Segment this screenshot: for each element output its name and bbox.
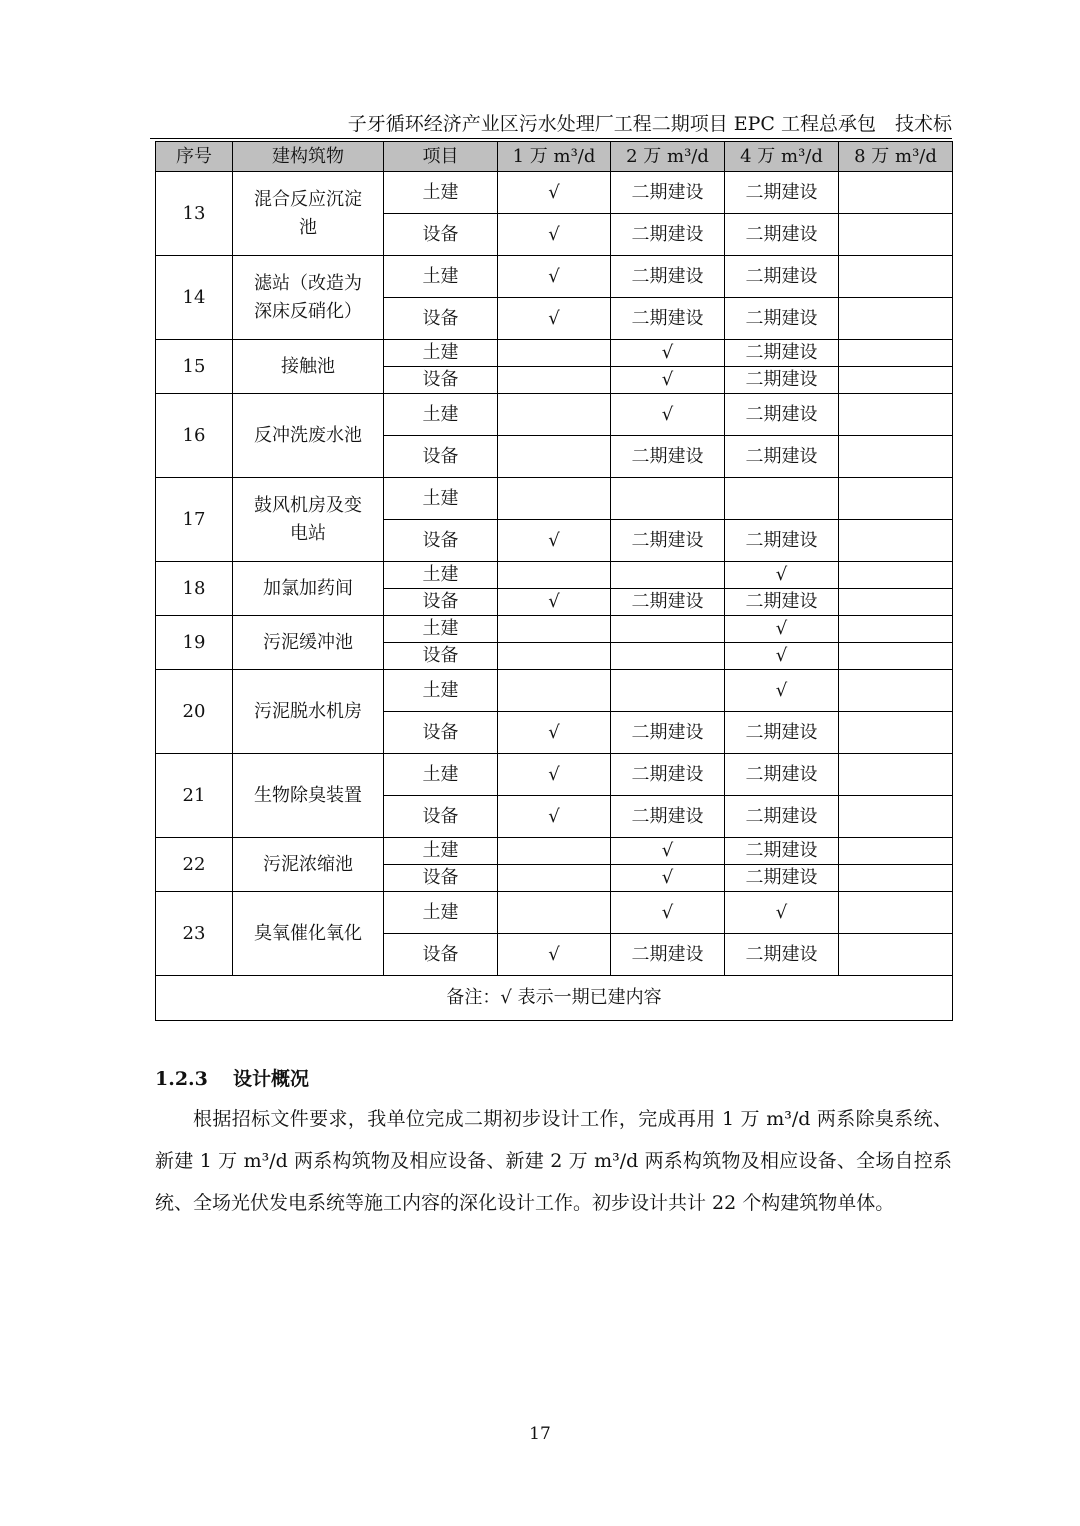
cell-item: 土建 [384,838,498,865]
cell-8w [839,562,953,589]
section-title: 设计概况 [233,1068,310,1090]
cell-2w: 二期建设 [611,520,725,562]
cell-4w: √ [725,643,839,670]
table-row [156,394,953,436]
cell-index: 19 [156,616,233,670]
table-row [156,892,953,934]
structure-name: 反冲洗废水池 [254,424,362,446]
cell-1w [498,478,611,520]
cell-2w: √ [611,394,725,436]
cell-4w: 二期建设 [725,256,839,298]
cell-2w: 二期建设 [611,934,725,976]
cell-8w [839,796,953,838]
cell-1w [498,436,611,478]
cell-4w: 二期建设 [725,865,839,892]
cell-1w [498,562,611,589]
cell-item: 设备 [384,298,498,340]
cell-item: 设备 [384,436,498,478]
cell-4w: √ [725,892,839,934]
cell-4w: 二期建设 [725,712,839,754]
table-row [156,256,953,298]
cell-2w: √ [611,892,725,934]
cell-8w [839,892,953,934]
cell-structure [233,754,384,838]
cell-4w: 二期建设 [725,838,839,865]
cell-index: 21 [156,754,233,838]
structure-name: 混合反应沉淀池 [254,188,362,238]
cell-8w [839,394,953,436]
cell-structure [233,172,384,256]
structure-name: 臭氧催化氧化 [254,922,362,944]
structure-name: 污泥浓缩池 [263,853,353,875]
cell-structure [233,340,384,394]
cell-4w [725,478,839,520]
cell-index: 22 [156,838,233,892]
cell-4w: 二期建设 [725,367,839,394]
cell-item: 土建 [384,478,498,520]
cell-4w: 二期建设 [725,934,839,976]
cell-1w: √ [498,520,611,562]
cell-2w: 二期建设 [611,712,725,754]
structure-name: 滤站（改造为深床反硝化） [254,272,362,322]
cell-item: 土建 [384,670,498,712]
structures-table [155,141,953,1021]
cell-1w: √ [498,298,611,340]
cell-2w: √ [611,340,725,367]
cell-8w [839,436,953,478]
cell-index: 15 [156,340,233,394]
cell-4w: 二期建设 [725,754,839,796]
page-header: 子牙循环经济产业区污水处理厂工程二期项目 EPC 工程总承包 技术标 [150,110,952,139]
cell-4w: √ [725,670,839,712]
col-header-index: 序号 [156,142,233,172]
cell-8w [839,934,953,976]
cell-4w: √ [725,616,839,643]
cell-2w: 二期建设 [611,589,725,616]
cell-2w [611,562,725,589]
cell-4w: 二期建设 [725,436,839,478]
cell-2w: 二期建设 [611,214,725,256]
cell-8w [839,520,953,562]
cell-2w: 二期建设 [611,298,725,340]
cell-item: 设备 [384,643,498,670]
cell-8w [839,298,953,340]
structure-name: 加氯加药间 [263,577,353,599]
cell-8w [839,340,953,367]
cell-8w [839,838,953,865]
structure-name: 污泥缓冲池 [263,631,353,653]
cell-8w [839,367,953,394]
col-header-1w: 1 万 m³/d [498,142,611,172]
cell-4w: 二期建设 [725,214,839,256]
cell-1w: √ [498,712,611,754]
cell-structure [233,838,384,892]
cell-4w: 二期建设 [725,589,839,616]
cell-1w: √ [498,934,611,976]
table-row [156,670,953,712]
cell-item: 土建 [384,394,498,436]
cell-1w [498,838,611,865]
table-row [156,340,953,367]
cell-item: 土建 [384,754,498,796]
cell-1w [498,367,611,394]
cell-1w [498,892,611,934]
cell-2w: √ [611,838,725,865]
cell-item: 设备 [384,712,498,754]
table-header-row [156,142,953,172]
cell-index: 17 [156,478,233,562]
cell-item: 土建 [384,172,498,214]
cell-1w: √ [498,256,611,298]
cell-8w [839,589,953,616]
cell-8w [839,712,953,754]
table-note: 备注：√ 表示一期已建内容 [156,976,953,1021]
cell-1w: √ [498,214,611,256]
page-number: 17 [529,1424,551,1444]
cell-index: 16 [156,394,233,478]
cell-8w [839,616,953,643]
table-row [156,616,953,643]
cell-item: 设备 [384,796,498,838]
cell-4w: 二期建设 [725,796,839,838]
cell-4w: 二期建设 [725,172,839,214]
cell-structure [233,670,384,754]
cell-item: 设备 [384,214,498,256]
cell-2w: √ [611,865,725,892]
cell-2w: 二期建设 [611,796,725,838]
table-row [156,478,953,520]
cell-index: 20 [156,670,233,754]
cell-item: 土建 [384,616,498,643]
cell-item: 土建 [384,562,498,589]
cell-2w [611,643,725,670]
col-header-item: 项目 [384,142,498,172]
cell-index: 23 [156,892,233,976]
cell-2w: 二期建设 [611,256,725,298]
cell-structure [233,562,384,616]
cell-2w: 二期建设 [611,172,725,214]
cell-2w: √ [611,367,725,394]
cell-2w [611,616,725,643]
cell-8w [839,865,953,892]
cell-1w: √ [498,754,611,796]
cell-item: 土建 [384,256,498,298]
cell-1w: √ [498,172,611,214]
cell-8w [839,256,953,298]
cell-item: 设备 [384,520,498,562]
table-body [156,172,953,976]
cell-index: 18 [156,562,233,616]
note-row [156,976,953,1021]
cell-1w [498,394,611,436]
table-row [156,838,953,865]
cell-item: 土建 [384,340,498,367]
cell-item: 设备 [384,934,498,976]
section-number: 1.2.3 [155,1068,208,1090]
cell-2w [611,478,725,520]
cell-8w [839,478,953,520]
col-header-structure: 建构筑物 [233,142,384,172]
structure-name: 接触池 [281,355,335,377]
cell-index: 13 [156,172,233,256]
cell-2w: 二期建设 [611,436,725,478]
cell-8w [839,214,953,256]
cell-structure [233,478,384,562]
cell-4w: 二期建设 [725,340,839,367]
structure-name: 生物除臭装置 [254,784,362,806]
cell-1w [498,865,611,892]
structure-name: 鼓风机房及变电站 [254,494,362,544]
table-row [156,172,953,214]
structure-name: 污泥脱水机房 [254,700,362,722]
cell-structure [233,892,384,976]
section-heading [155,1066,309,1092]
cell-item: 设备 [384,367,498,394]
cell-item: 设备 [384,865,498,892]
cell-4w: √ [725,562,839,589]
cell-1w: √ [498,589,611,616]
cell-8w [839,670,953,712]
cell-item: 土建 [384,892,498,934]
table-row [156,754,953,796]
cell-2w [611,670,725,712]
cell-1w [498,340,611,367]
cell-structure [233,394,384,478]
col-header-8w: 8 万 m³/d [839,142,953,172]
cell-4w: 二期建设 [725,394,839,436]
cell-8w [839,754,953,796]
cell-8w [839,172,953,214]
cell-4w: 二期建设 [725,520,839,562]
col-header-4w: 4 万 m³/d [725,142,839,172]
cell-1w [498,643,611,670]
col-header-2w: 2 万 m³/d [611,142,725,172]
cell-structure [233,616,384,670]
cell-structure [233,256,384,340]
cell-8w [839,643,953,670]
cell-4w: 二期建设 [725,298,839,340]
cell-1w [498,616,611,643]
cell-1w [498,670,611,712]
table-row [156,562,953,589]
cell-item: 设备 [384,589,498,616]
cell-1w: √ [498,796,611,838]
cell-2w: 二期建设 [611,754,725,796]
cell-index: 14 [156,256,233,340]
section-paragraph: 根据招标文件要求，我单位完成二期初步设计工作，完成再用 1 万 m³/d 两系除臭系统、新建 1 万 m³/d 两系构筑物及相应设备、新建 2 万 m³/d 两系构筑物及相应设备、全场自控系统、全场光伏发电系统等施工内容的深化设计工作。初步设计共计 22 个构建筑物单体。 [155,1108,952,1214]
